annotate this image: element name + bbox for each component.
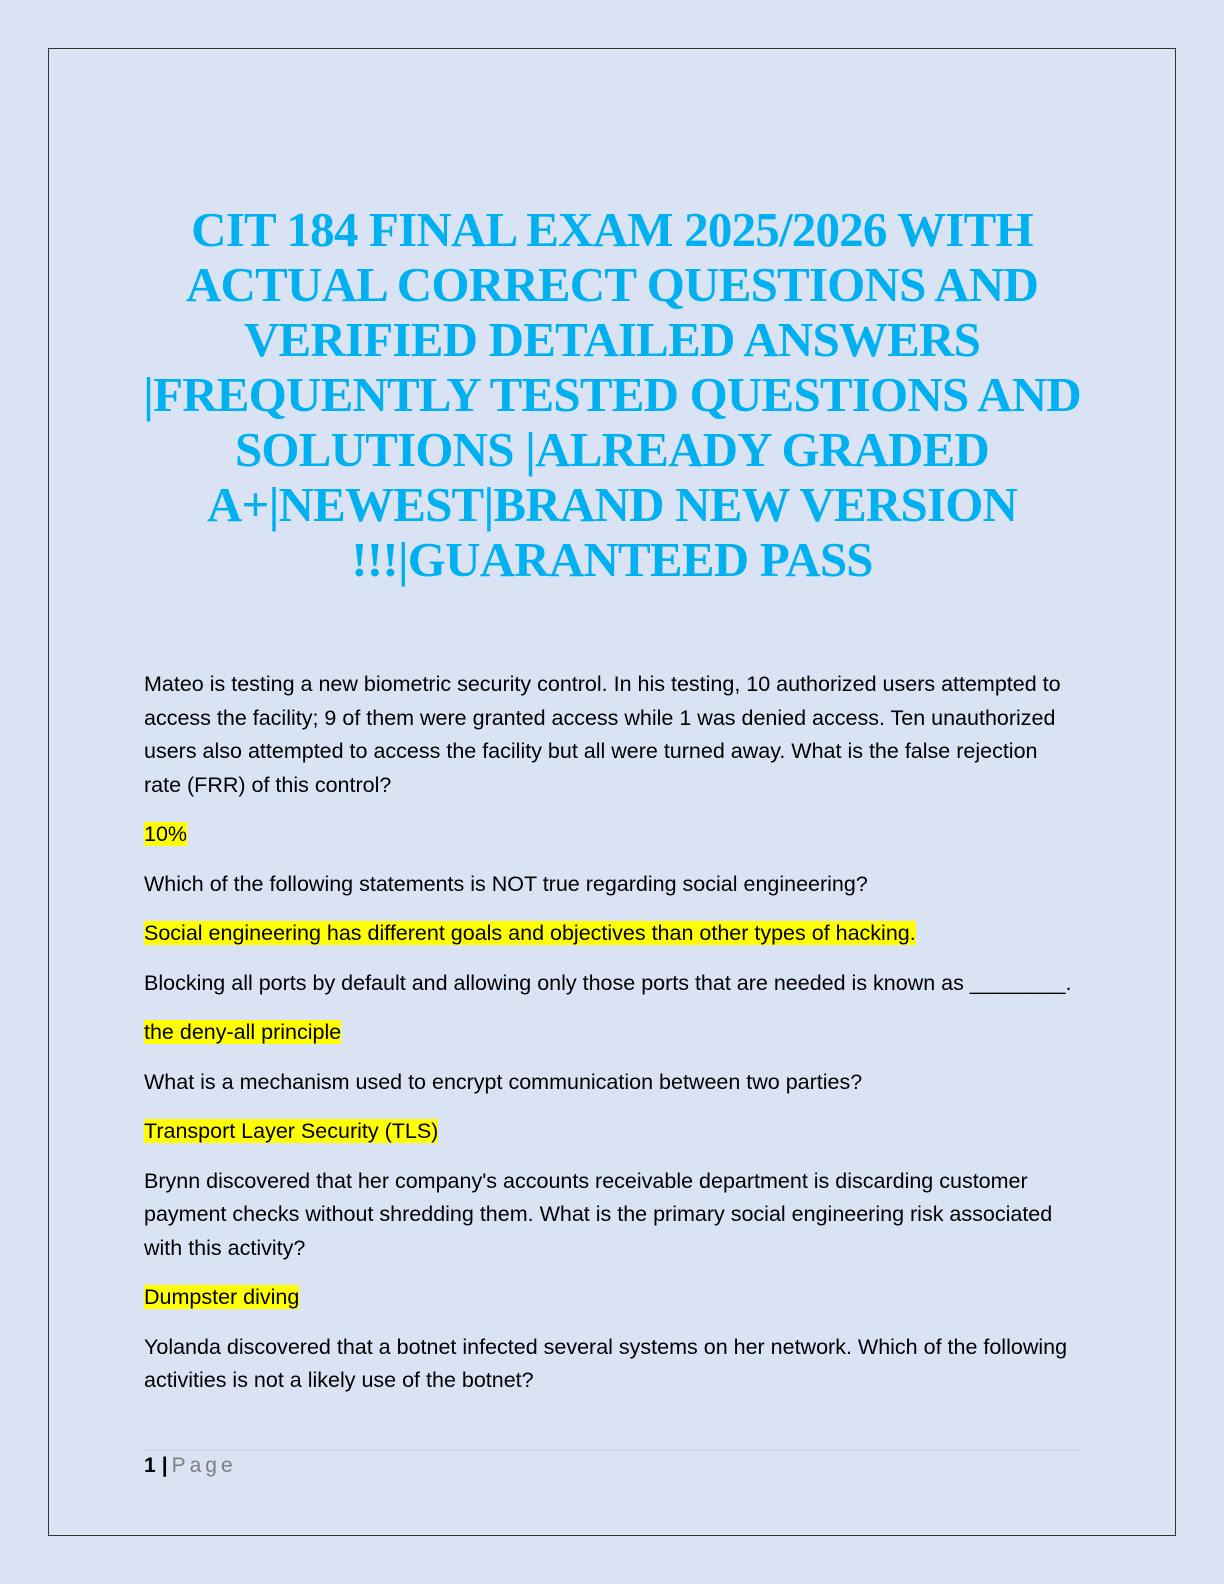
qa-list — [144, 668, 1080, 1414]
question-text: Blocking all ports by default and allowing only those ports that are needed is known as ________. — [144, 970, 1072, 995]
title-line: !!!|GUARANTEED PASS — [351, 532, 873, 587]
title-line: ACTUAL CORRECT QUESTIONS AND — [185, 257, 1039, 312]
answer-text: 10% — [144, 822, 188, 846]
answer-text: the deny-all principle — [144, 1020, 342, 1044]
title-line: CIT 184 FINAL EXAM 2025/2026 WITH — [191, 202, 1033, 257]
question-text: What is a mechanism used to encrypt communication between two parties? — [144, 1069, 863, 1094]
answer-text: Social engineering has different goals and objectives than other types of hacking. — [144, 921, 916, 945]
footer-separator: | — [161, 1454, 168, 1477]
question-text: Mateo is testing a new biometric security control. In his testing, 10 authorized users attempted to access the facility; 9 of them were granted access while 1 was denied access. Ten unauthorized users also attempted to access the facility but all were turned away. What is the false rejection rate (FRR) of this control? — [144, 672, 1061, 797]
answer-item — [144, 1016, 1080, 1050]
question-text: Which of the following statements is NOT true regarding social engineering? — [144, 871, 868, 896]
question-text: Yolanda discovered that a botnet infected several systems on her network. Which of the following activities is not a likely use of the botnet? — [144, 1334, 1068, 1392]
answer-item — [144, 917, 1080, 951]
title-line: SOLUTIONS |ALREADY GRADED — [234, 422, 990, 477]
footer-divider — [144, 1450, 1080, 1451]
document-title — [120, 202, 1104, 587]
title-line: |FREQUENTLY TESTED QUESTIONS AND — [143, 367, 1081, 422]
page-footer — [144, 1452, 237, 1480]
page-number: 1 — [144, 1454, 156, 1477]
answer-item — [144, 1115, 1080, 1149]
answer-text: Transport Layer Security (TLS) — [144, 1119, 439, 1143]
answer-item — [144, 818, 1080, 852]
title-line: A+|NEWEST|BRAND NEW VERSION — [206, 477, 1018, 532]
question-text: Brynn discovered that her company's accounts receivable department is discarding customer payment checks without shredding them. What is the primary social engineering risk associated with this activity? — [144, 1168, 1053, 1260]
answer-item — [144, 1281, 1080, 1315]
title-line: VERIFIED DETAILED ANSWERS — [243, 312, 981, 367]
page-label: Page — [171, 1454, 237, 1477]
answer-text: Dumpster diving — [144, 1285, 300, 1309]
